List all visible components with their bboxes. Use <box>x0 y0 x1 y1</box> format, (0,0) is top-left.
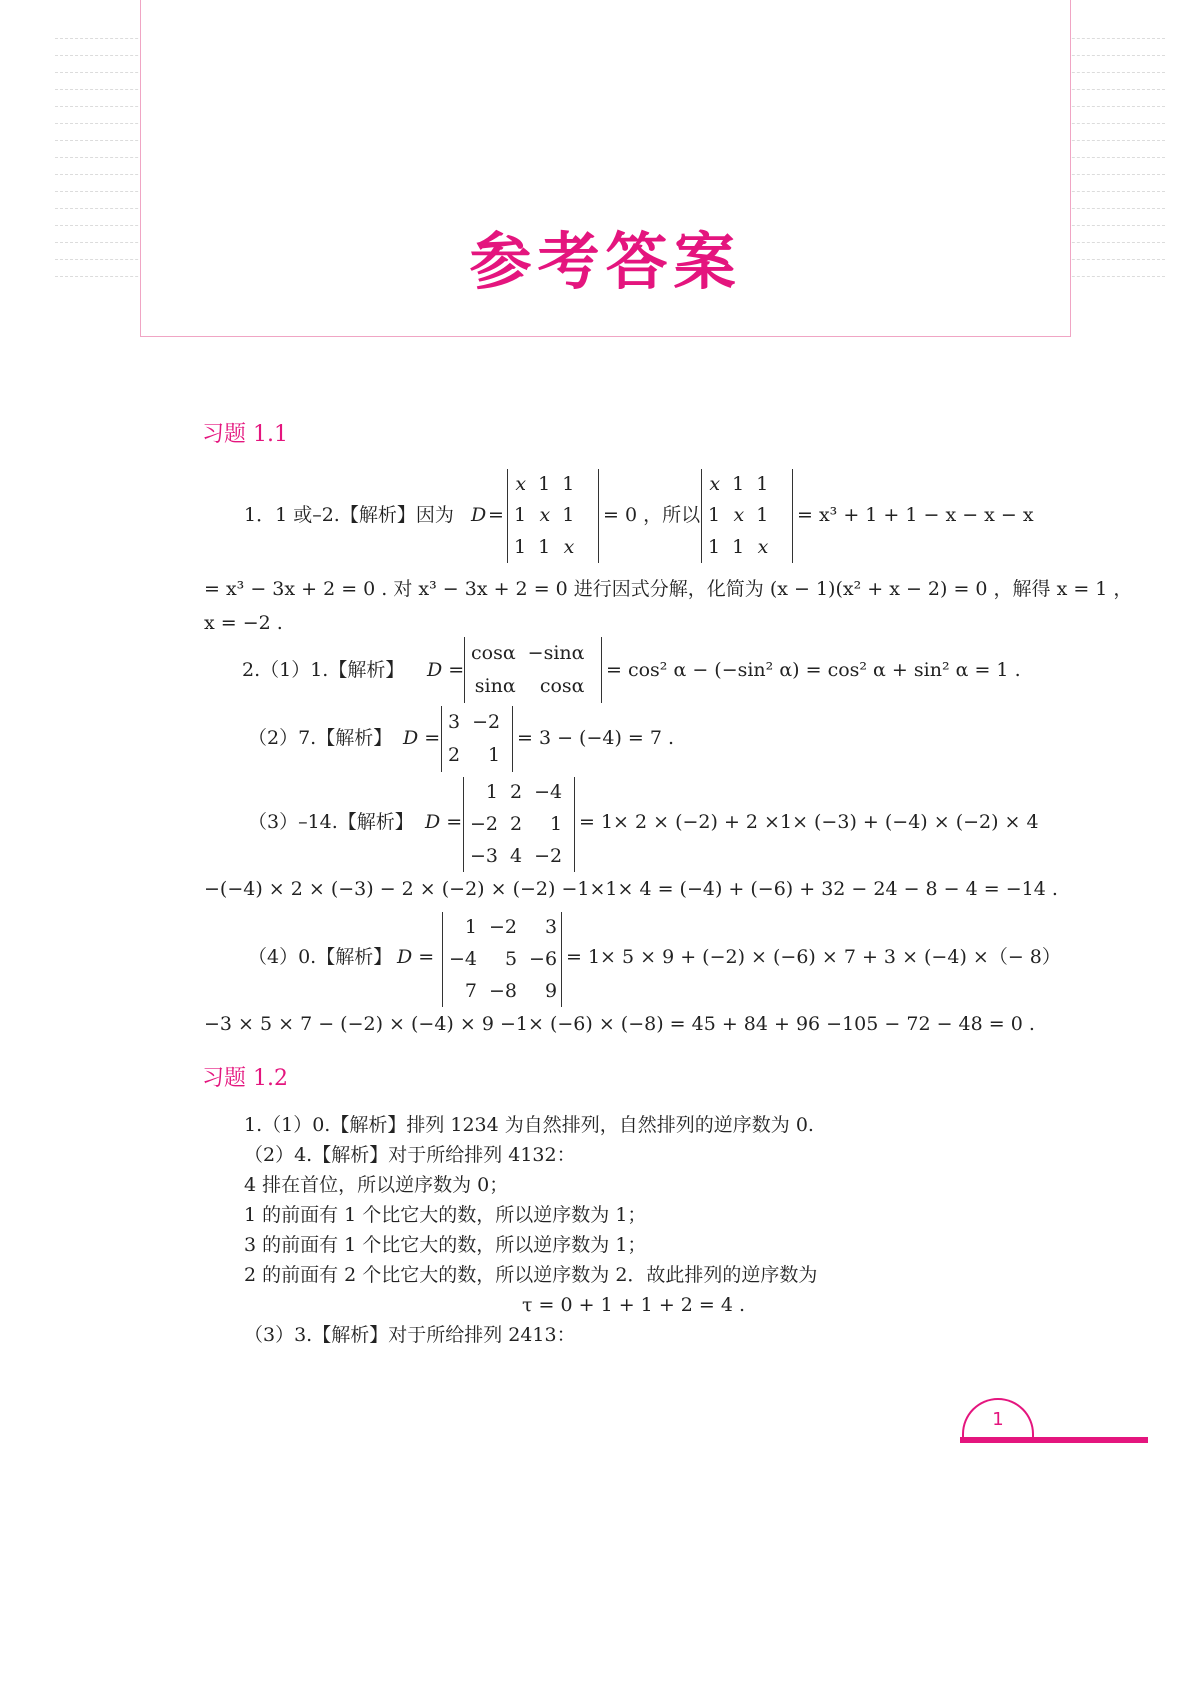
matrix-cell: 7 <box>464 979 478 1002</box>
matrix-row <box>702 500 774 531</box>
matrix-cell: 1 <box>514 504 527 527</box>
q2-4-d: D = <box>397 946 435 968</box>
matrix-row <box>465 670 591 703</box>
s2-line-1: 1.（1）0.【解析】排列 1234 为自然排列，自然排列的逆序数为 0. <box>244 1114 814 1136</box>
matrix-cell: 4 <box>510 844 523 867</box>
matrix-cell: −3 <box>470 844 499 867</box>
matrix-cell: 1 <box>514 535 527 558</box>
matrix-cell: 1 <box>485 781 499 804</box>
matrix-row <box>464 809 568 841</box>
matrix-cell: x <box>757 535 769 558</box>
matrix-cell: −6 <box>529 947 558 970</box>
section-heading-1-1: 习题 1.1 <box>202 422 288 447</box>
determinant-q1-right <box>701 469 793 563</box>
matrix-cell: 1 <box>708 535 721 558</box>
q2-4-prefix: （4）0.【解析】 <box>248 946 393 968</box>
matrix-row <box>464 777 568 809</box>
matrix-cell: −8 <box>489 979 518 1002</box>
q2-2-rhs: = 3 − (−4) = 7 . <box>517 727 675 749</box>
page-number-bar <box>960 1437 1148 1443</box>
matrix-cell: 2 <box>448 744 461 766</box>
matrix-cell: x <box>709 473 721 496</box>
s2-line-8: （3）3.【解析】对于所给排列 2413： <box>244 1324 576 1346</box>
matrix-cell: 2 <box>510 781 523 804</box>
q1-prefix: 1．1 或–2.【解析】因为 <box>244 504 454 526</box>
matrix-cell: −sinα <box>527 642 585 664</box>
q1-eq-zero: = 0 ，所以 <box>603 504 701 526</box>
matrix-cell: 1 <box>732 535 745 558</box>
determinant-q2-2 <box>441 706 513 772</box>
matrix-row <box>508 500 580 531</box>
q2-3-prefix: （3）–14.【解析】 <box>248 811 414 833</box>
q2-1-rhs: = cos² α − (−sin² α) = cos² α + sin² α = 1 . <box>606 659 1021 681</box>
matrix-cell: −4 <box>449 947 478 970</box>
q1-line3: x = −2 . <box>204 612 283 634</box>
matrix-cell: 1 <box>488 744 501 766</box>
page-title: 参考答案 <box>469 225 742 298</box>
q2-3-line2: −(−4) × 2 × (−3) − 2 × (−2) × (−2) −1×1× 4 = (−4) + (−6) + 32 − 24 − 8 − 4 = −14 . <box>204 878 1058 900</box>
matrix-row <box>464 840 568 872</box>
determinant-q2-3 <box>463 777 575 872</box>
matrix-row <box>443 975 563 1007</box>
section-heading-1-2: 习题 1.2 <box>202 1066 288 1091</box>
matrix-row <box>442 706 506 739</box>
s2-line-4: 1 的前面有 1 个比它大的数，所以逆序数为 1； <box>244 1204 647 1226</box>
matrix-cell: 1 <box>756 473 769 496</box>
matrix-cell: −2 <box>489 916 518 939</box>
matrix-row <box>443 944 563 976</box>
matrix-cell: 1 <box>538 535 551 558</box>
q2-2-d: D = <box>403 727 441 749</box>
matrix-row <box>508 532 580 563</box>
matrix-cell: 1 <box>708 504 721 527</box>
s2-line-6: 2 的前面有 2 个比它大的数，所以逆序数为 2．故此排列的逆序数为 <box>244 1264 818 1286</box>
matrix-cell: 5 <box>504 947 518 970</box>
q1-rhs: = x³ + 1 + 1 − x − x − x <box>797 504 1034 526</box>
s2-line-3: 4 排在首位，所以逆序数为 0； <box>244 1174 509 1196</box>
matrix-cell: cosα <box>539 675 585 697</box>
matrix-cell: x <box>539 504 551 527</box>
matrix-cell: 3 <box>448 711 461 733</box>
q2-1-prefix: 2.（1）1.【解析】 <box>242 659 405 681</box>
matrix-cell: 1 <box>732 473 745 496</box>
determinant-q1-left <box>507 469 599 563</box>
matrix-cell: x <box>515 473 527 496</box>
matrix-row <box>442 739 506 772</box>
q2-3-d: D = <box>425 811 463 833</box>
s2-line-2: （2）4.【解析】对于所给排列 4132： <box>244 1144 576 1166</box>
s2-line-5: 3 的前面有 1 个比它大的数，所以逆序数为 1； <box>244 1234 647 1256</box>
q1-d-symbol: D <box>471 504 487 526</box>
determinant-q2-1 <box>464 637 602 703</box>
matrix-cell: sinα <box>474 675 516 697</box>
matrix-cell: −2 <box>534 844 563 867</box>
q2-4-line2: −3 × 5 × 7 − (−2) × (−4) × 9 −1× (−6) × (−8) = 45 + 84 + 96 −105 − 72 − 48 = 0 . <box>204 1013 1035 1035</box>
q2-2-prefix: （2）7.【解析】 <box>248 727 393 749</box>
matrix-cell: cosα <box>471 642 516 664</box>
matrix-cell: x <box>733 504 745 527</box>
q1-eq: = <box>488 504 504 526</box>
determinant-q2-4 <box>442 912 562 1007</box>
matrix-cell: −4 <box>534 781 563 804</box>
matrix-cell: x <box>563 535 575 558</box>
q2-1-d: D = <box>427 659 465 681</box>
matrix-cell: 1 <box>756 504 769 527</box>
matrix-cell: −2 <box>470 812 499 835</box>
matrix-cell: 3 <box>544 916 558 939</box>
q2-3-rhs: = 1× 2 × (−2) + 2 ×1× (−3) + (−4) × (−2) × 4 <box>579 811 1039 833</box>
matrix-cell: 1 <box>562 473 575 496</box>
q2-4-rhs: = 1× 5 × 9 + (−2) × (−6) × 7 + 3 × (−4) ×（− 8） <box>566 946 1061 968</box>
matrix-cell: 2 <box>510 812 523 835</box>
title-box <box>140 0 1071 337</box>
matrix-cell: 1 <box>538 473 551 496</box>
q1-line2: = x³ − 3x + 2 = 0 . 对 x³ − 3x + 2 = 0 进行因式分解，化简为 (x − 1)(x² + x − 2) = 0 ，解得 x = 1 ， <box>204 578 1133 600</box>
s2-line-7: τ = 0 + 1 + 1 + 2 = 4 . <box>522 1294 746 1316</box>
matrix-row <box>702 469 774 500</box>
page-number: 1 <box>962 1398 1034 1438</box>
matrix-cell: 1 <box>550 812 563 835</box>
matrix-row <box>443 912 563 944</box>
matrix-row <box>508 469 580 500</box>
matrix-cell: 1 <box>464 916 478 939</box>
matrix-cell: 1 <box>562 504 575 527</box>
matrix-cell: 9 <box>544 979 558 1002</box>
matrix-cell: −2 <box>472 711 501 733</box>
matrix-row <box>465 637 591 670</box>
matrix-row <box>702 532 774 563</box>
